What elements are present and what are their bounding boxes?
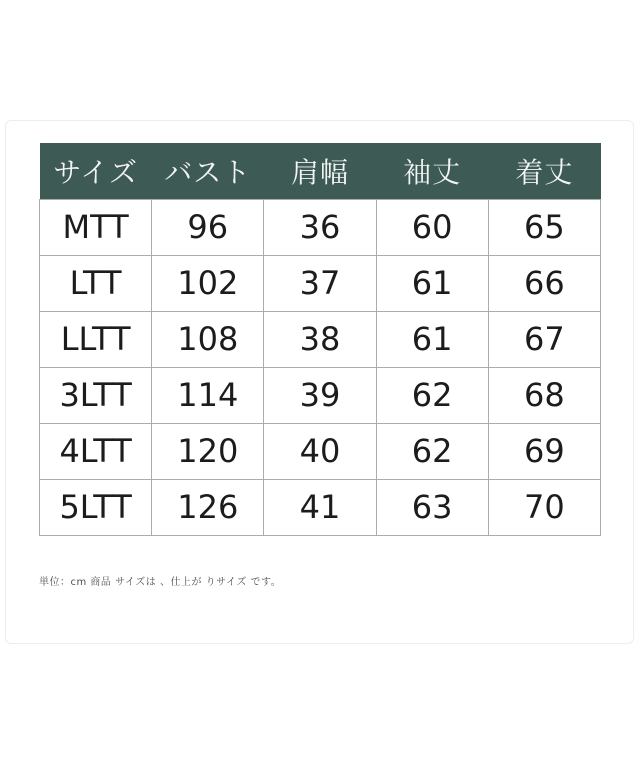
cell-bust: 96 [152, 199, 264, 255]
cell-shoulder: 39 [264, 367, 376, 423]
cell-bust: 126 [152, 479, 264, 535]
table-row [40, 479, 601, 535]
cell-shoulder: 38 [264, 311, 376, 367]
cell-shoulder: 37 [264, 255, 376, 311]
cell-length: 65 [488, 199, 600, 255]
cell-shoulder: 41 [264, 479, 376, 535]
cell-sleeve: 60 [376, 199, 488, 255]
cell-size: LTT [40, 255, 152, 311]
cell-size: MTT [40, 199, 152, 255]
table-row [40, 367, 601, 423]
unit-footnote: 単位：cm 商品 サイズは 、仕上が りサイズ です。 [39, 577, 282, 588]
table-row [40, 199, 601, 255]
cell-length: 68 [488, 367, 600, 423]
column-header-sleeve: 袖丈 [376, 143, 488, 199]
cell-sleeve: 62 [376, 367, 488, 423]
column-header-shoulder: 肩幅 [264, 143, 376, 199]
cell-length: 67 [488, 311, 600, 367]
cell-shoulder: 40 [264, 423, 376, 479]
cell-sleeve: 63 [376, 479, 488, 535]
table-row [40, 423, 601, 479]
column-header-length: 着丈 [488, 143, 600, 199]
cell-length: 66 [488, 255, 600, 311]
table-header-row [40, 143, 601, 199]
cell-sleeve: 61 [376, 255, 488, 311]
size-chart-table [39, 143, 601, 536]
table-row [40, 311, 601, 367]
cell-length: 70 [488, 479, 600, 535]
cell-size: 5LTT [40, 479, 152, 535]
cell-bust: 108 [152, 311, 264, 367]
cell-sleeve: 62 [376, 423, 488, 479]
cell-bust: 120 [152, 423, 264, 479]
cell-bust: 114 [152, 367, 264, 423]
cell-size: LLTT [40, 311, 152, 367]
cell-length: 69 [488, 423, 600, 479]
column-header-bust: バスト [152, 143, 264, 199]
table-row [40, 255, 601, 311]
cell-size: 4LTT [40, 423, 152, 479]
cell-sleeve: 61 [376, 311, 488, 367]
size-chart-panel [5, 120, 634, 644]
column-header-size: サイズ [40, 143, 152, 199]
cell-size: 3LTT [40, 367, 152, 423]
cell-bust: 102 [152, 255, 264, 311]
cell-shoulder: 36 [264, 199, 376, 255]
